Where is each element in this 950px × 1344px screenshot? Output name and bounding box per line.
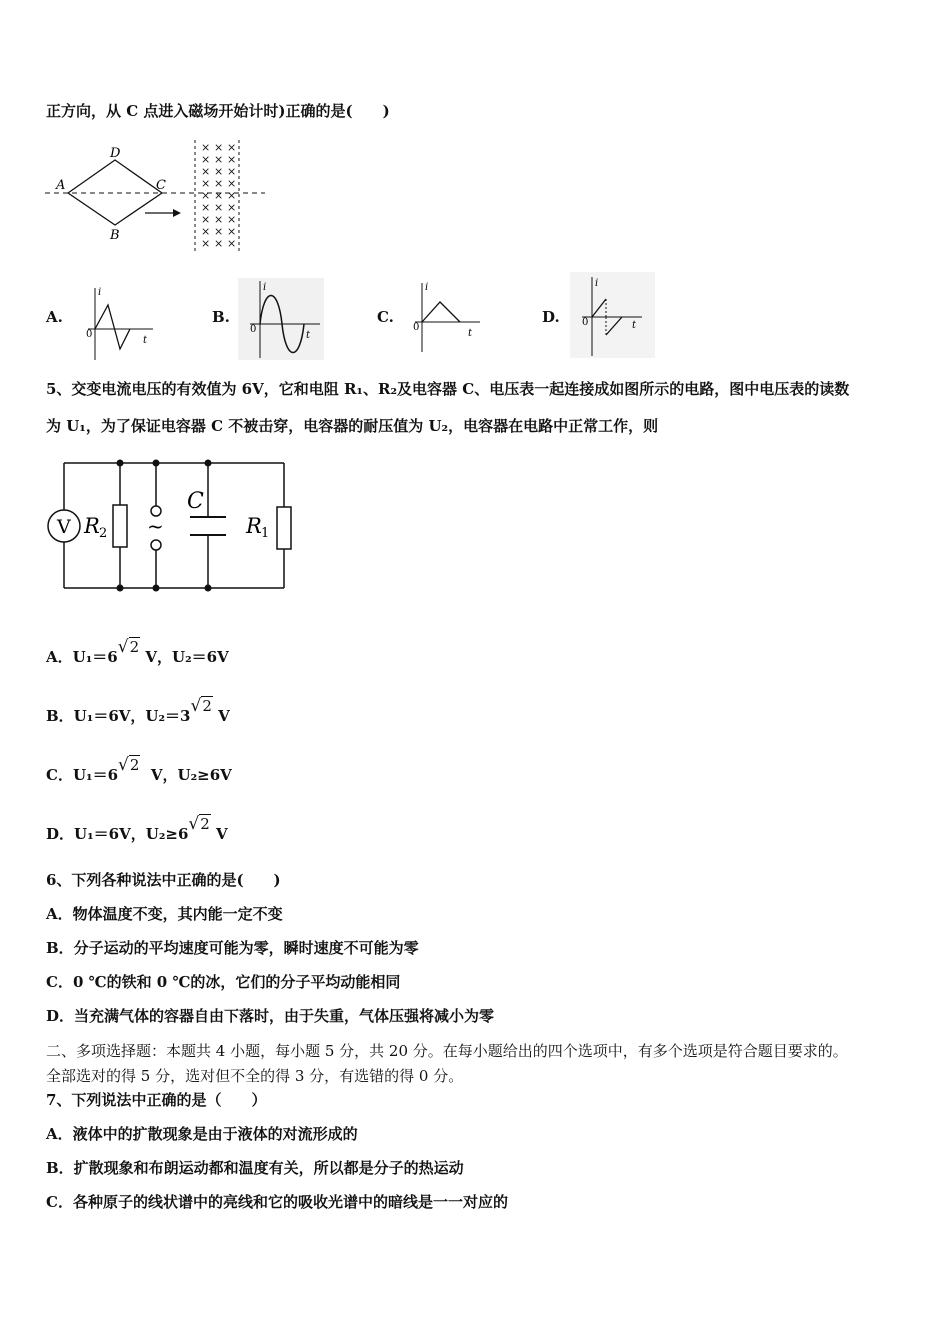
- field-cross: ×: [201, 177, 211, 190]
- q6-option-d: D．当充满气体的容器自由下落时，由于失重，气体压强将减小为零: [46, 1007, 495, 1025]
- field-cross: ×: [201, 141, 211, 154]
- q4-option-d-letter: D.: [542, 308, 560, 326]
- svg-text:R: R: [84, 514, 100, 538]
- label-a: A: [56, 178, 66, 193]
- q6-option-c: C．0 ℃的铁和 0 ℃的冰，它们的分子平均动能相同: [46, 973, 401, 991]
- field-cross: ×: [227, 201, 237, 214]
- sqrt-symbol: √2: [188, 814, 210, 834]
- field-cross: ×: [227, 225, 237, 238]
- field-cross: ×: [201, 213, 211, 226]
- q4-option-a-letter: A.: [46, 308, 63, 326]
- q5-option-d: D．U₁＝6V，U₂≥6√2 V: [46, 814, 228, 843]
- field-cross: ×: [227, 213, 237, 226]
- field-cross: ×: [214, 189, 224, 202]
- svg-text:0: 0: [86, 329, 93, 340]
- svg-text:1: 1: [261, 526, 270, 541]
- field-cross: ×: [201, 237, 211, 250]
- svg-text:i: i: [98, 287, 102, 298]
- field-cross: ×: [227, 189, 237, 202]
- current-curve: [95, 305, 130, 349]
- svg-text:C: C: [187, 489, 204, 514]
- field-cross: ×: [214, 237, 224, 250]
- q7-stem: 7、下列说法中正确的是（ ）: [46, 1091, 267, 1109]
- svg-text:i: i: [425, 282, 429, 293]
- field-cross: ×: [201, 189, 211, 202]
- field-cross: ×: [201, 201, 211, 214]
- q7-option-a: A．液体中的扩散现象是由于液体的对流形成的: [46, 1125, 358, 1143]
- svg-text:0: 0: [413, 322, 420, 333]
- q5-stem-line1: 5、交变电流电压的有效值为 6V，它和电阻 R₁、R₂及电容器 C、电压表一起连接成如图所示的电路，图中电压表的读数: [46, 380, 850, 398]
- q4-graph-a: [78, 285, 158, 365]
- q4-graph-b: [238, 278, 324, 360]
- field-cross: ×: [201, 225, 211, 238]
- resistor-r1: [277, 507, 291, 549]
- field-cross: ×: [201, 165, 211, 178]
- svg-text:i: i: [263, 282, 267, 293]
- sqrt-symbol: √2: [117, 637, 140, 657]
- q5-stem-line2: 为 U₁，为了保证电容器 C 不被击穿，电容器的耐压值为 U₂，电容器在电路中正常工作，则: [46, 417, 659, 435]
- field-cross: ×: [214, 213, 224, 226]
- svg-text:0: 0: [582, 317, 589, 328]
- q5-option-c: C．U₁＝6√2 V，U₂≥6V: [46, 755, 232, 784]
- svg-text:0: 0: [250, 324, 257, 335]
- field-cross: ×: [227, 237, 237, 250]
- q6-option-b: B．分子运动的平均速度可能为零，瞬时速度不可能为零: [46, 939, 419, 957]
- ac-terminal-bottom: [151, 540, 161, 550]
- label-c: C: [156, 178, 166, 193]
- field-cross: ×: [201, 153, 211, 166]
- q4-field-diagram: [40, 135, 270, 260]
- field-cross: ×: [227, 177, 237, 190]
- q4-option-b-letter: B.: [212, 308, 230, 326]
- q5-option-a: A．U₁＝6√2 V，U₂＝6V: [46, 637, 229, 666]
- svg-text:V: V: [57, 516, 71, 538]
- magnetic-field-crosses: [201, 141, 236, 250]
- svg-text:2: 2: [99, 526, 108, 541]
- label-d: D: [110, 146, 121, 161]
- q4-option-c-letter: C.: [377, 308, 394, 326]
- q7-option-c: C．各种原子的线状谱中的亮线和它的吸收光谱中的暗线是一一对应的: [46, 1193, 508, 1211]
- svg-text:i: i: [595, 278, 599, 289]
- field-cross: ×: [214, 153, 224, 166]
- svg-text:~: ~: [147, 514, 164, 538]
- svg-text:t: t: [143, 335, 148, 346]
- section2-line1: 二、多项选择题：本题共 4 小题，每小题 5 分，共 20 分。在每小题给出的四个选项中，有多个选项是符合题目要求的。: [46, 1042, 848, 1060]
- field-cross: ×: [227, 153, 237, 166]
- q5-circuit-diagram: [44, 455, 294, 600]
- field-cross: ×: [214, 165, 224, 178]
- svg-text:t: t: [632, 320, 637, 331]
- section2-line2: 全部选对的得 5 分，选对但不全的得 3 分，有选错的得 0 分。: [46, 1067, 464, 1085]
- label-b: B: [110, 228, 120, 243]
- svg-text:t: t: [306, 330, 311, 341]
- field-cross: ×: [214, 201, 224, 214]
- q5-option-b: B．U₁＝6V，U₂＝3√2 V: [46, 696, 230, 725]
- resistor-r2: [113, 505, 127, 547]
- svg-text:R: R: [246, 514, 262, 538]
- sqrt-symbol: √2: [190, 696, 212, 716]
- field-cross: ×: [227, 141, 237, 154]
- q4-stem-tail: 正方向，从 C 点进入磁场开始计时)正确的是( ): [46, 102, 390, 120]
- field-cross: ×: [214, 225, 224, 238]
- q6-stem: 6、下列各种说法中正确的是( ): [46, 871, 281, 889]
- q4-graph-c: [410, 280, 485, 355]
- svg-text:t: t: [468, 328, 473, 339]
- q6-option-a: A．物体温度不变，其内能一定不变: [46, 905, 283, 923]
- sqrt-symbol: √2: [118, 755, 140, 775]
- field-cross: ×: [227, 165, 237, 178]
- field-cross: ×: [214, 141, 224, 154]
- q7-option-b: B．扩散现象和布朗运动都和温度有关，所以都是分子的热运动: [46, 1159, 464, 1177]
- q4-graph-d: [570, 272, 655, 358]
- current-curve: [422, 302, 460, 322]
- field-cross: ×: [214, 177, 224, 190]
